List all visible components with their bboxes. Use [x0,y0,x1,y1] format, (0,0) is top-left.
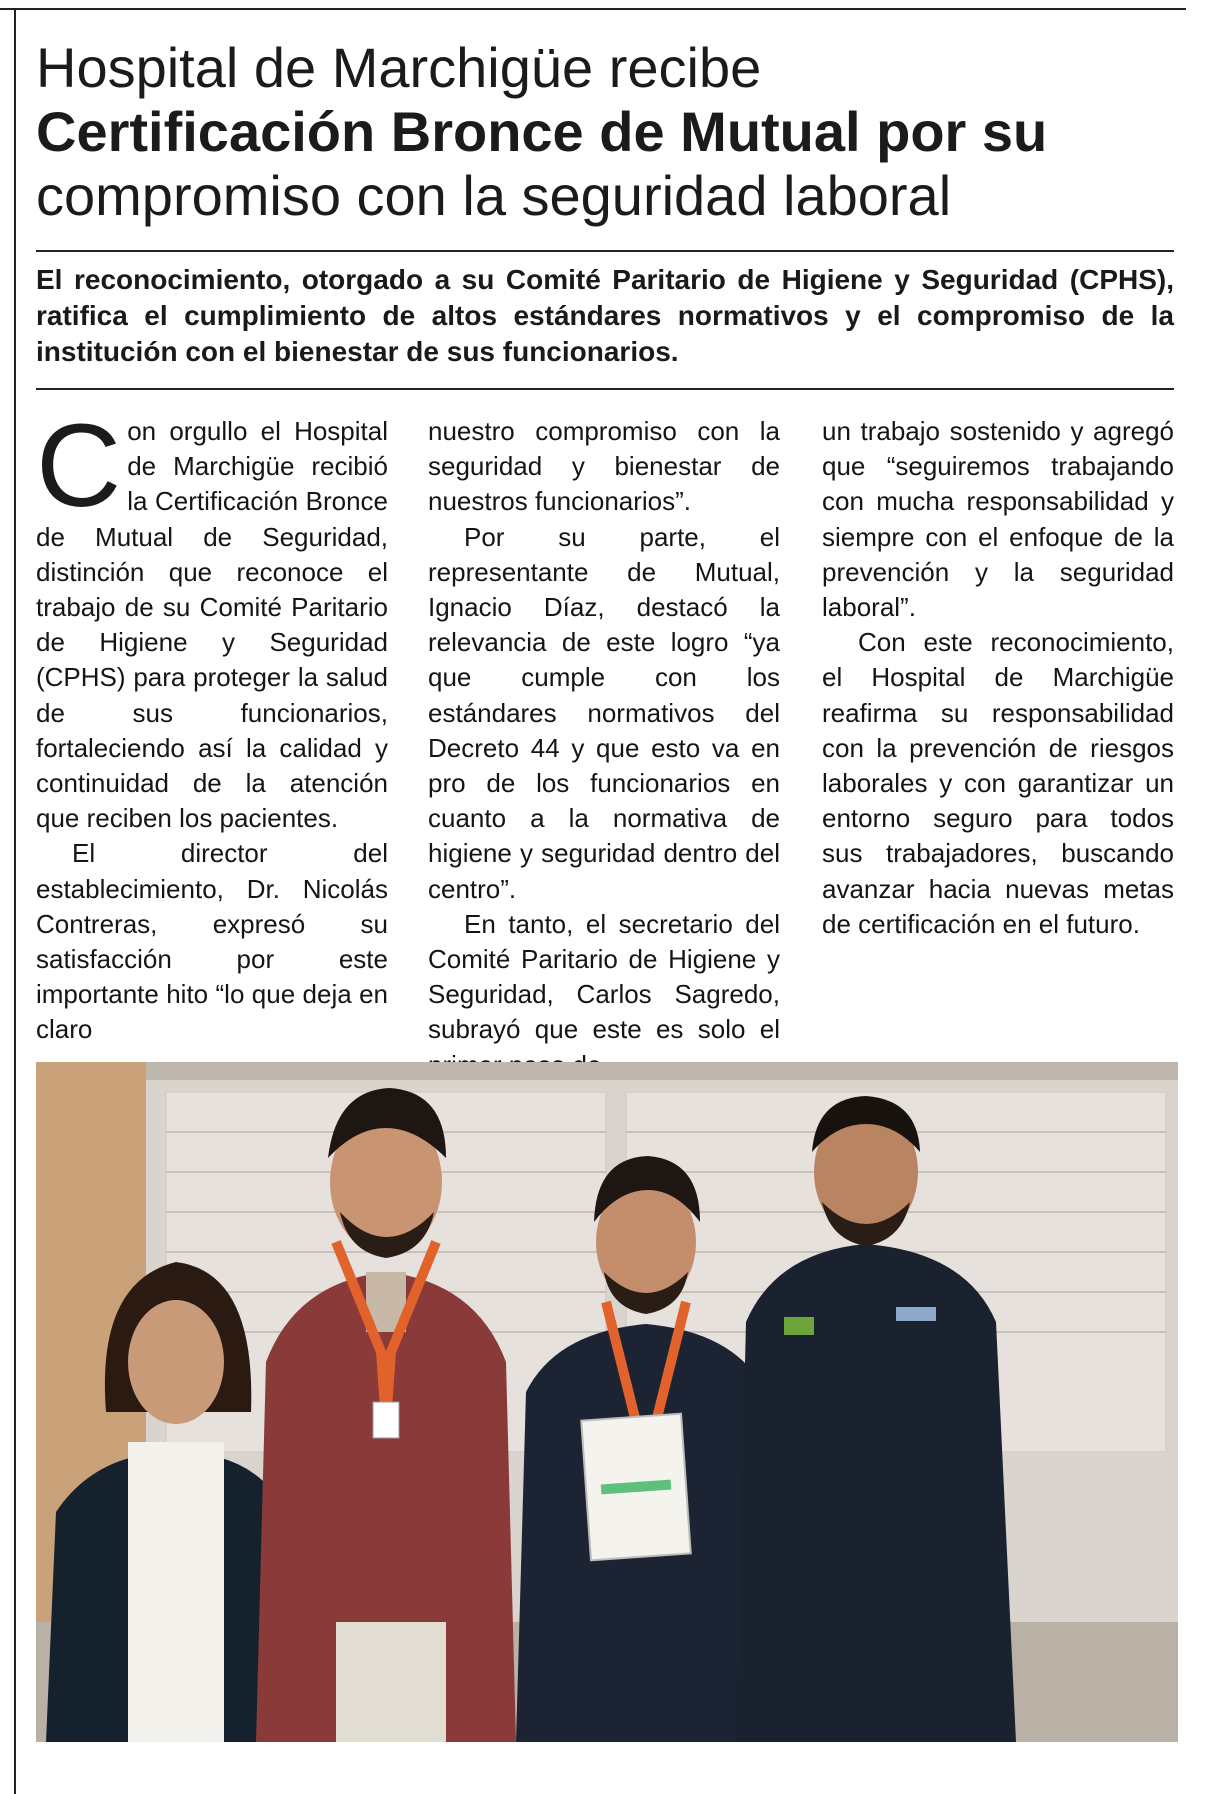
body-column-1 [36,400,388,1054]
paragraph-4: En tanto, el secretario del Comité Paritario de Higiene y Seguridad, Carlos Sagredo, subrayó que este es solo el [428,908,780,1045]
paragraph-3: Por su parte, el representante de Mutual, Ignacio Díaz, destacó la relevancia de este logro “ya que cumple con los estándares normativos del Decreto 44 y que esto va en pro de los funcionarios en cuanto a la normativa de higiene y seguridad dentro del centro”. [428,521,780,904]
top-rule [0,8,1186,10]
group-photo-illustration [36,1062,1178,1742]
body-column-3 [822,414,1174,1054]
paragraph-4-continued: un trabajo sostenido y agregó que “seguiremos trabajando con mucha responsabilidad y siempre con el enfoque de la prevención y la seguridad laboral”. [822,416,1174,623]
dropcap: C [36,400,122,532]
article-photo [36,1062,1178,1742]
headline [36,36,1186,228]
paragraph-5: Con este reconocimiento, el Hospital de Marchigüe reafirma su responsabilidad con la prevención de riesgos laborales y con garantizar un entorno seguro para todos sus trabajadores, buscando avanzar hacia nuevas metas de certificación en el futuro. [822,627,1174,939]
headline-line-1: Hospital de Marchigüe recibe [36,36,762,99]
subheadline-divider [36,388,1174,390]
left-rule [14,8,16,1794]
subheadline: El reconocimiento, otorgado a su Comité Paritario de Higiene y Seguridad (CPHS), ratifica el cumplimiento de altos estándares normativos y el compromiso de la institución con el bienestar de sus funcionarios. [36,264,1174,367]
body-column-2 [428,414,780,1054]
paragraph-1: on orgullo el Hospital de Marchigüe recibió la Certificación Bronce de Mutual de Seguridad, distinción que reconoce el trabajo de su Comité Paritario de Higiene y Seguridad (CPHS) para proteger la salud de sus funcionarios, fortaleciendo así la calidad y continuidad de la atención que reciben los pacientes. [36,416,388,834]
paragraph-2-continued: nuestro compromiso con la seguridad y bienestar de nuestros funcionarios”. [428,416,780,517]
headline-divider [36,250,1174,252]
headline-line-3: compromiso con la seguridad laboral [36,164,952,227]
paragraph-2: El director del establecimiento, Dr. Nicolás Contreras, expresó su satisfacción por este importante hito “lo que deja en claro [36,838,388,1045]
headline-line-2: Certificación Bronce de Mutual por su [36,100,1048,163]
